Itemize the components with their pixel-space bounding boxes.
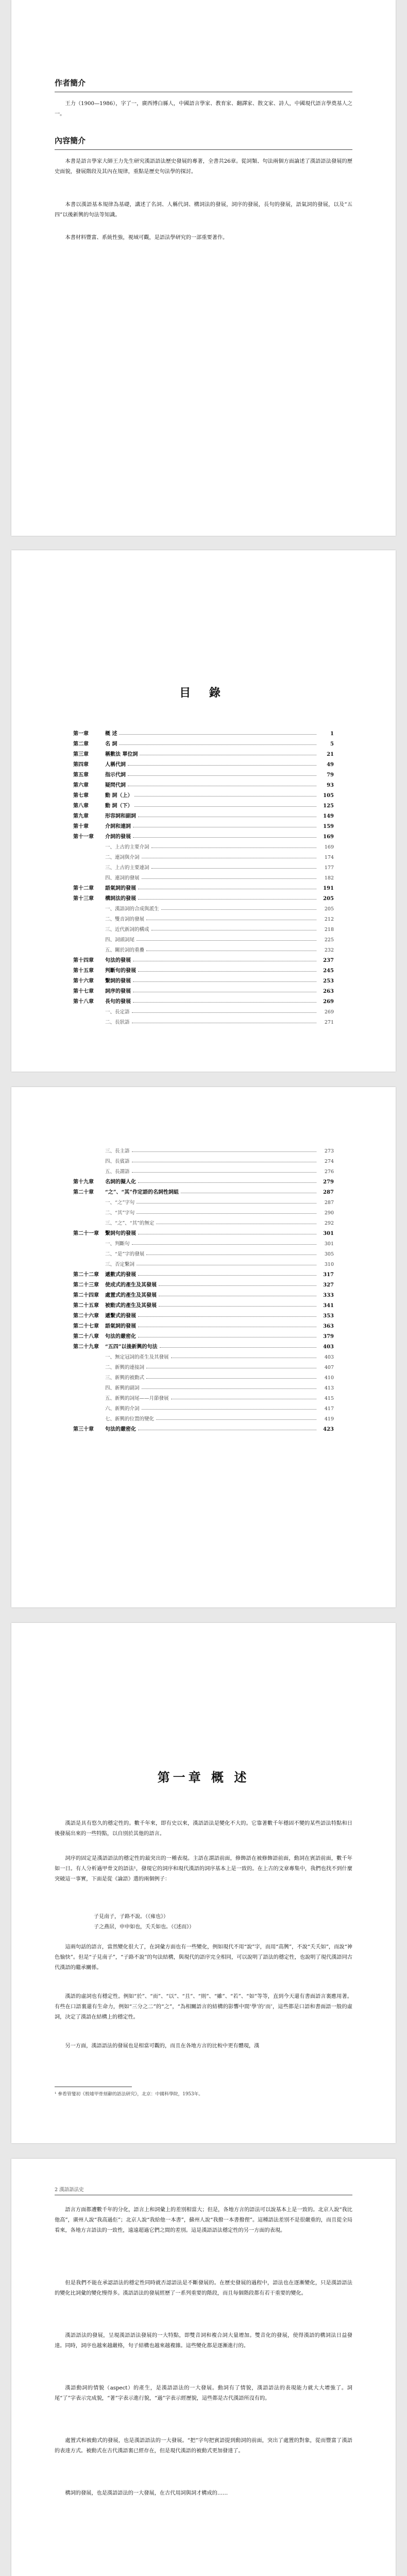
toc-chapter-number: 第十章 [73,824,89,829]
running-head: 2 漢語語法史 [55,2187,84,2193]
chapter-paragraph: 語言方面都遭數千年的分化，語言上和詞彙上的差別相當大；但是，各地方言的語法可以說基本上是一致的。北京人說“我比他高”，廣州人說“我高過佢”；北京人說“我給他一本書”，蘇州人說“我撥一本書撥俚”。這種語法差別不是很嚴重的，而且從全局看來，各地方言語法的一致性，遠遠超過它們之間的差別。這是漢語語法穩定性的另一方面的表現。 [55,2207,352,2233]
toc-entry-title: 動 詞（上） [105,793,133,799]
toc-page-number: 423 [323,1427,334,1432]
toc-leader-dots [138,1275,316,1276]
toc-page-number: 353 [323,1313,334,1319]
toc-leader-dots [156,1419,316,1420]
toc-leader-dots [128,765,316,766]
toc-chapter-number: 第二十七章 [73,1324,99,1329]
toc-entry-title: 名詞的擬人化 [105,1179,136,1185]
toc-page-number: 159 [323,824,334,829]
toc-page-number: 279 [323,1179,334,1185]
toc-chapter-number: 第二十八章 [73,1334,99,1340]
toc-entry-title: 概 述 [105,731,117,737]
page-toc-1 [11,550,396,1072]
toc-page-number: 379 [323,1334,334,1340]
toc-list [73,1144,334,1432]
toc-chapter-link[interactable] [73,778,334,788]
toc-leader-dots [151,868,316,869]
toc-page-number: 290 [324,1210,334,1216]
toc-chapter-link[interactable] [73,881,334,891]
toc-entry-title: 一、判斷句 [105,1241,130,1247]
toc-section-link[interactable] [73,860,334,871]
toc-page-number: 410 [324,1375,334,1381]
toc-entry-title: 判斷句的發展 [105,968,136,974]
toc-chapter-number: 第六章 [73,783,89,788]
toc-page-number: 292 [324,1221,334,1226]
toc-chapter-link[interactable] [73,1288,334,1298]
toc-chapter-link[interactable] [73,1329,334,1340]
toc-page-number: 263 [323,989,334,994]
toc-section-link[interactable] [73,1206,334,1216]
toc-entry-title: 四、新興的副詞 [105,1385,140,1391]
toc-entry-title: 一、長定語 [105,1009,130,1015]
toc-chapter-number: 第二十一章 [73,1231,99,1236]
toc-page-number: 327 [323,1282,334,1288]
toc-chapter-number: 第二十章 [73,1190,94,1195]
toc-chapter-number: 第十八章 [73,999,94,1005]
toc-chapter-link[interactable] [73,994,334,1005]
chapter-paragraph: 構詞的發展，也是漢語語法的一大發展，在古代用詞與詞才構成的…… [65,2490,228,2496]
toc-section-link[interactable] [73,1144,334,1154]
toc-chapter-link[interactable] [73,819,334,829]
toc-entry-title: 二、“其”字句 [105,1210,135,1216]
toc-page-number: 301 [324,1241,334,1247]
toc-chapter-link[interactable] [73,963,334,974]
toc-entry-title: 三、上古的主要連詞 [105,865,149,871]
toc-entry-title: 人稱代詞 [105,762,126,768]
toc-entry-title: 三、長主語 [105,1148,130,1154]
toc-entry-title: 指示代詞 [105,772,126,778]
toc-leader-dots [138,899,316,900]
toc-page-number: 403 [323,1344,334,1350]
toc-page-number: 149 [323,814,334,819]
toc-leader-dots [137,1203,316,1204]
toc-entry-title: 遞繫式的發展 [105,1313,136,1319]
toc-leader-dots [133,837,316,838]
toc-page-number: 415 [324,1396,334,1401]
toc-page-number: 341 [323,1303,334,1309]
toc-section-link[interactable] [73,1257,334,1267]
toc-chapter-link[interactable] [73,737,334,747]
toc-section-link[interactable] [73,1401,334,1412]
toc-page-number: 271 [324,1020,334,1025]
toc-page-number: 205 [323,896,334,902]
toc-leader-dots [134,806,316,807]
toc-chapter-number: 第十四章 [73,958,94,963]
toc-page-number: 205 [324,906,334,912]
toc-chapter-number: 第十一章 [73,834,94,840]
toc-chapter-link[interactable] [73,891,334,902]
toc-section-link[interactable] [73,943,334,953]
toc-section-link[interactable] [73,902,334,912]
toc-entry-title: 語氣詞的發展 [105,1324,136,1329]
toc-chapter-link[interactable] [73,1278,334,1288]
toc-section-link[interactable] [73,1370,334,1381]
toc-chapter-number: 第十三章 [73,896,94,902]
toc-leader-dots [132,1151,316,1152]
toc-page-number: 1 [330,731,334,737]
toc-page-number: 253 [323,978,334,984]
toc-page-number: 169 [323,834,334,840]
toc-leader-dots [119,744,316,745]
page-author-intro [11,0,396,536]
toc-chapter-link[interactable] [73,1309,334,1319]
toc-leader-dots [142,1409,316,1410]
toc-chapter-link[interactable] [73,788,334,799]
toc-chapter-number: 第二章 [73,741,89,747]
author-heading: 作者簡介 [55,78,86,88]
toc-page-number: 417 [324,1406,334,1412]
toc-section-link[interactable] [73,1391,334,1401]
toc-entry-title: 句法的發展 [105,958,131,963]
toc-section-link[interactable] [73,840,334,850]
toc-leader-dots [128,775,316,776]
toc-leader-dots [133,1002,316,1003]
intro-paragraph: 本書以漢語基本規律為基礎，講述了名詞、人稱代詞、構詞法的發展，詞序的發展，長句的發展，語氣詞的發展，以及“五四”以後新興的句法等知識。 [55,202,352,218]
divider [55,149,352,150]
toc-leader-dots [137,1213,316,1214]
toc-entry-title: 構詞法的發展 [105,896,136,902]
toc-page-number: 218 [324,927,334,933]
chapter-paragraph: 處置式和被動式的發展，也是漢語語法的一大發展。“把”字句把賓語提到動詞的前面，突出了處置的對象，從而豐富了漢語的表達方式。被動式在古代漢語裏已經存在，但是現代漢語的被動式更加發達了。 [55,2438,352,2454]
toc-chapter-number: 第二十二章 [73,1272,99,1278]
toc-leader-dots [142,1388,316,1389]
toc-entry-title: 長句的發展 [105,999,131,1005]
toc-entry-title: 形容詞和副詞 [105,814,136,819]
toc-leader-dots [146,1378,316,1379]
toc-entry-title: 六、新興的介詞 [105,1406,140,1412]
toc-entry-title: 二、新興的連接詞 [105,1365,145,1370]
toc-section-link[interactable] [73,912,334,922]
toc-section-link[interactable] [73,871,334,881]
chapter-paragraph: 漢語的虛詞也有穩定性。例如“於”、“而”、“以”、“且”、“則”、“雖”、“若”、“如”等等，直到今天還有書面語言裏應用著。有些在口語裏還有生命力，例如“三分之二”的“之”，“為相關語言的結構的影響中間‘學’的‘而’，這些都是口語和書面語一般的虛詞，決定了漢語在結構上的穩定性。 [55,1994,352,2020]
toc-page-number: 191 [323,886,334,891]
toc-title: 目 錄 [179,686,228,700]
toc-chapter-number: 第十二章 [73,886,94,891]
toc-page-number: 276 [324,1169,334,1175]
chapter-paragraph: 另一方面，漢語語法的發展也是相當可觀的，而且在各地方言的比較中更有體現，漢 [65,2043,260,2049]
toc-section-link[interactable] [73,1154,334,1164]
toc-entry-title: 句法的嚴密化 [105,1334,136,1340]
toc-chapter-number: 第八章 [73,803,89,809]
toc-chapter-link[interactable] [73,1175,334,1185]
toc-entry-title: 詞序的發展 [105,989,131,994]
toc-chapter-link[interactable] [73,974,334,984]
toc-page-number: 287 [324,1200,334,1206]
toc-entry-title: 四、詞頭詞尾 [105,937,135,943]
toc-page-number: 269 [324,1009,334,1015]
toc-chapter-number: 第十九章 [73,1179,94,1185]
toc-entry-title: 二、雙音詞的發展 [105,917,145,922]
toc-section-link[interactable] [73,1195,334,1206]
toc-chapter-link[interactable] [73,809,334,819]
page-toc-2 [11,1087,396,1607]
toc-section-link[interactable] [73,1350,334,1360]
toc-entry-title: 四、長賓語 [105,1159,130,1164]
toc-chapter-link[interactable] [73,768,334,778]
quotation: 子見南子，子路不說。（《雍也》） [94,1914,168,1920]
toc-entry-title: 二、“是”字的發展 [105,1251,145,1257]
toc-chapter-link[interactable] [73,726,334,737]
toc-page-number: 274 [324,1159,334,1164]
toc-chapter-link[interactable] [73,953,334,963]
toc-chapter-link[interactable] [73,984,334,994]
chapter-title: 第一章 概 述 [157,1770,250,1785]
toc-entry-title: 三、否定繫詞 [105,1262,135,1267]
toc-section-link[interactable] [73,1015,334,1025]
toc-page-number: 225 [324,937,334,943]
toc-page-number: 317 [323,1272,334,1278]
toc-page-number: 287 [323,1190,334,1195]
toc-entry-title: 三、近代新詞的構成 [105,927,149,933]
toc-chapter-number: 第三章 [73,752,89,757]
toc-entry-title: 遞數式的發展 [105,1272,136,1278]
toc-page-number: 269 [323,999,334,1005]
toc-page-number: 333 [323,1293,334,1298]
toc-section-link[interactable] [73,1164,334,1175]
toc-page-number: 177 [324,865,334,871]
toc-entry-title: 五、新興的詞尾——月節發展 [105,1396,169,1401]
toc-entry-title: 五、關於詞的重疊 [105,947,145,953]
toc-leader-dots [137,940,316,941]
toc-page-number: 169 [324,844,334,850]
toc-chapter-number: 第二十三章 [73,1282,99,1288]
toc-section-link[interactable] [73,1247,334,1257]
toc-entry-title: 繫詞句的發展 [105,1231,136,1236]
toc-chapter-link[interactable] [73,1319,334,1329]
toc-chapter-link[interactable] [73,799,334,809]
toc-leader-dots [138,1182,316,1183]
toc-page-number: 5 [330,741,334,747]
toc-page-number: 407 [324,1365,334,1370]
toc-leader-dots [132,1244,316,1245]
toc-leader-dots [132,1172,316,1173]
toc-page-number: 182 [324,875,334,881]
toc-section-link[interactable] [73,1005,334,1015]
toc-page-number: 363 [323,1324,334,1329]
toc-section-link[interactable] [73,1381,334,1391]
toc-page-number: 403 [324,1354,334,1360]
toc-entry-title: 三、新興的被動式 [105,1375,145,1381]
toc-entry-title: 動 詞（下） [105,803,133,809]
toc-page-number: 305 [324,1251,334,1257]
chapter-paragraph: 這兩句話的語言，當然變化很大了，在詞彙方面也有一些變化，例如現代不用“說”字，而用“高興”，不說“夭夭如”，而說“神色愉快”。但是“子見南子”，“子路不說”的句法結構，與現代的語序完全相同，可以說明了語法的穩定性，也說明了現代漢語同古代漢語的繼承關係。 [55,1944,352,1971]
intro-heading: 內容簡介 [55,136,86,145]
toc-page-number: 93 [327,783,334,788]
toc-page-number: 232 [324,947,334,953]
toc-leader-dots [133,981,316,982]
toc-chapter-number: 第十六章 [73,978,94,984]
toc-entry-title: 一、上古的主要介詞 [105,844,149,850]
toc-leader-dots [159,1306,316,1307]
toc-chapter-number: 第十五章 [73,968,94,974]
toc-chapter-number: 第五章 [73,772,89,778]
toc-entry-title: 句法的嚴密化 [105,1427,136,1432]
toc-section-link[interactable] [73,922,334,933]
author-text: 王力（1900—1986），字了一，廣西博白縣人，中國語言學家、教育家、翻譯家、散文家、詩人，中國現代語言學奠基人之一。 [55,101,352,117]
footnote: ¹ 參看管燮初《殷墟甲骨刻辭的語法研究》，北京：中國科學院，1953年。 [55,2092,204,2097]
toc-chapter-number: 第七章 [73,793,89,799]
toc-page-number: 301 [323,1231,334,1236]
toc-page-number: 413 [324,1385,334,1391]
toc-page-number: 105 [323,793,334,799]
toc-entry-title: 稱數法 單位詞 [105,752,138,757]
toc-section-link[interactable] [73,933,334,943]
toc-leader-dots [142,878,316,879]
toc-leader-dots [160,1347,316,1348]
toc-leader-dots [161,909,316,910]
toc-section-link[interactable] [73,1216,334,1226]
chapter-paragraph: 詞序的固定是漢語語法的穩定性的最突出的一種表現。主語在謂語前面，修飾語在被修飾語前面，動詞在賓語前面，數千年如一日。有人分析過甲骨文的語法¹，發現它的詞序和現代漢語的詞序基本上是一致的。在上古的文章專集中，我們也找不到什麼突破這一事實，下面是從《論語》選的兩個例子： [55,1856,352,1882]
toc-chapter-number: 第三十章 [73,1427,94,1432]
toc-page-number: 49 [327,762,334,768]
page-chapter-1 [11,1623,396,2143]
toc-section-link[interactable] [73,1360,334,1370]
toc-chapter-link[interactable] [73,1226,334,1236]
toc-page-number: 79 [327,772,334,778]
toc-entry-title: 三、“之”、“其”的無定 [105,1221,155,1226]
toc-page-number: 125 [323,803,334,809]
toc-chapter-number: 第二十六章 [73,1313,99,1319]
intro-paragraph: 本書是語言學家大師王力先生研究漢語語法歷史發展的專著，全書共26章。從詞類、句法兩個方面論述了漢語語法發展的歷史面貌，發展階段及其內在規律，重點是歷史句法學的探討。 [55,159,352,175]
chapter-paragraph: 漢語動詞的情貌（aspect）的產生，是漢語語法的一大發展。動詞有了情貌，漢語語法的表現能力就大大增強了。詞尾“了”字表示完成貌，“著”字表示進行貌，“過”字表示經歷貌，這些都是古代漢語所沒有的。 [55,2385,352,2401]
toc-entry-title: 介詞和連詞 [105,824,131,829]
toc-list [73,726,334,1025]
toc-chapter-number: 第二十九章 [73,1344,99,1350]
toc-chapter-number: 第二十四章 [73,1293,99,1298]
intro-paragraph: 本書材料豐富、系統性強，視域可觀，是語法學研究的一部重要著作。 [65,235,228,241]
toc-leader-dots [132,1012,316,1013]
toc-page-number: 310 [324,1262,334,1267]
toc-section-link[interactable] [73,1236,334,1247]
toc-leader-dots [138,971,316,972]
toc-section-link[interactable] [73,850,334,860]
toc-page-number: 419 [324,1416,334,1422]
toc-entry-title: 二、連詞與介詞 [105,855,140,860]
toc-entry-title: 繫詞的發展 [105,978,131,984]
chapter-paragraph: 漢語是具有悠久的穩定性的。數千年來，即有史以來，漢語語法是變化不大的。它靠著數千年穩固不變的某些語法特點和日後發展出來的一些特點，以自別於其他的語言。 [55,1821,352,1837]
toc-entry-title: 二、長狀語 [105,1020,130,1025]
toc-page-number: 237 [323,958,334,963]
toc-section-link[interactable] [73,1412,334,1422]
chapter-paragraph: 漢語語法的發展，呈現漢語語法發展的一大特點，即雙音詞和複合詞大量增加。雙音化的發展，使得漢語的構詞法日益發達。同時，詞序也越來越嚴格，句子結構也越來越複雜。這些變化都是逐漸進行的。 [55,2333,352,2349]
toc-page-number: 273 [324,1148,334,1154]
toc-entry-title: 處置式的產生及其發展 [105,1293,157,1298]
toc-chapter-link[interactable] [73,757,334,768]
toc-entry-title: “五四”以後新興的句法 [105,1344,158,1350]
quotation: 子之燕居，申申如也，夭夭如也。（《述而》） [94,1924,194,1930]
toc-leader-dots [138,1316,316,1317]
toc-chapter-link[interactable] [73,1422,334,1432]
chapter-paragraph: 但是我們不能在承認語法的穩定性同時就否認語法是不斷發展的。在歷史發展的過程中，語法也在逐漸變化，只是漢語語法的變化比詞彙的變化慢得多。漢語語法的發展經歷了一系列重要的階段，而且每個階段都有若干重要的變化。 [55,2280,352,2296]
toc-chapter-number: 第九章 [73,814,89,819]
toc-entry-title: 介詞的發展 [105,834,131,840]
toc-chapter-link[interactable] [73,1340,334,1350]
toc-entry-title: 被動式的產生及其發展 [105,1303,157,1309]
page-chapter-1-cont [11,2159,396,2576]
toc-chapter-link[interactable] [73,829,334,840]
toc-entry-title: 名 詞 [105,741,117,747]
toc-entry-title: 四、連詞的發展 [105,875,140,881]
toc-page-number: 212 [324,917,334,922]
toc-chapter-number: 第一章 [73,731,89,737]
toc-page-number: 21 [327,752,334,757]
toc-chapter-link[interactable] [73,1267,334,1278]
toc-entry-title: 一、“之”字句 [105,1200,135,1206]
toc-entry-title: 語氣詞的發展 [105,886,136,891]
toc-chapter-link[interactable] [73,747,334,757]
toc-page-number: 174 [324,855,334,860]
toc-chapter-number: 第十七章 [73,989,94,994]
toc-entry-title: 一、漢語詞的合成與派生 [105,906,159,912]
toc-chapter-number: 第四章 [73,762,89,768]
toc-leader-dots [119,734,316,735]
toc-entry-title: “之”、“其”作定語的名詞性詞組 [105,1190,179,1195]
toc-chapter-link[interactable] [73,1298,334,1309]
toc-chapter-link[interactable] [73,1185,334,1195]
toc-entry-title: 疑問代詞 [105,783,126,788]
toc-page-number: 245 [323,968,334,974]
toc-leader-dots [159,1285,316,1286]
toc-entry-title: 使成式的產生及其發展 [105,1282,157,1288]
toc-chapter-number: 第二十五章 [73,1303,99,1309]
toc-entry-title: 五、長謂語 [105,1169,130,1175]
toc-entry-title: 七、新興的位置的變化 [105,1416,155,1422]
toc-entry-title: 一、無定冠詞的產生及其發展 [105,1354,169,1360]
